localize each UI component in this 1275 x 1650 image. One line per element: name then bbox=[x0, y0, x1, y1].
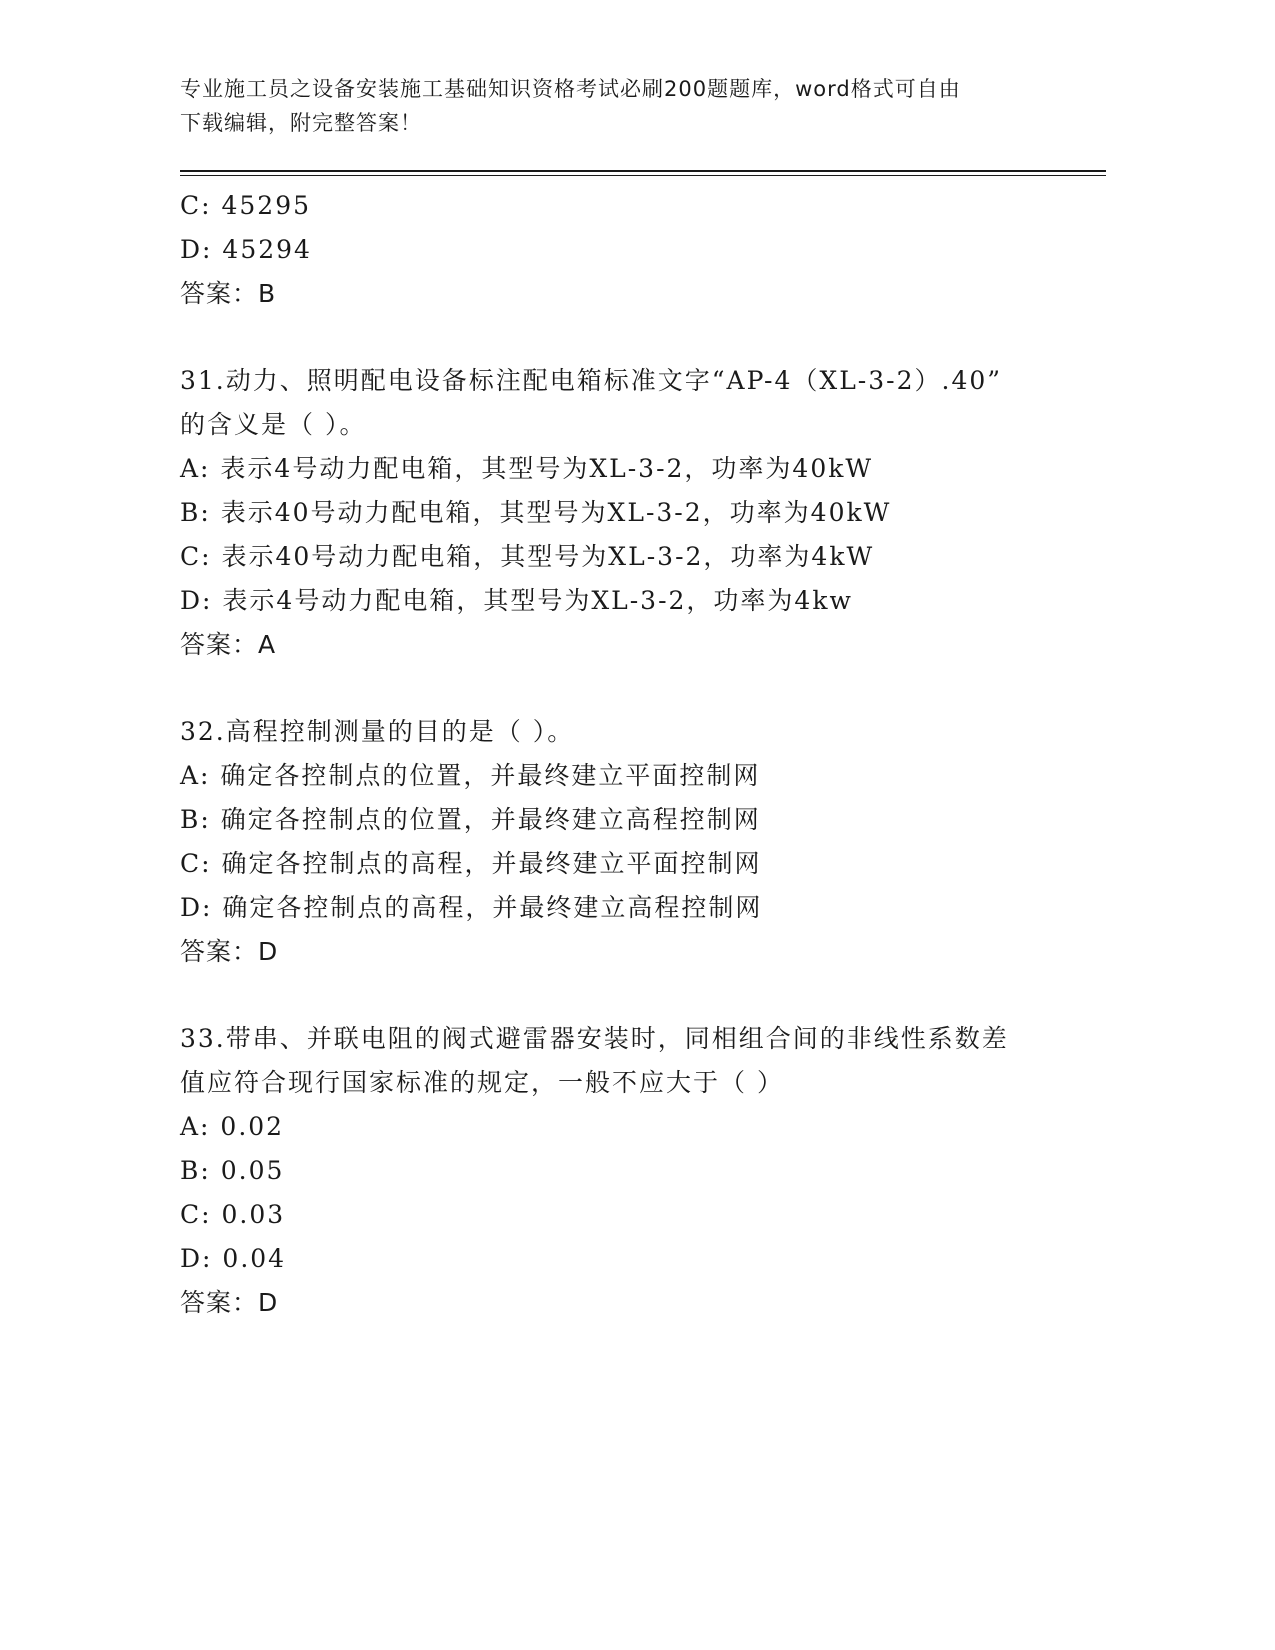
option-a: A: 表示4号动力配电箱，其型号为XL-3-2，功率为40kW bbox=[180, 454, 874, 483]
option-c: C: 0.03 bbox=[180, 1200, 286, 1229]
spacer bbox=[180, 974, 1080, 1017]
answer-line: 答案：D bbox=[180, 937, 279, 966]
option-b: B: 表示40号动力配电箱，其型号为XL-3-2，功率为40kW bbox=[180, 498, 892, 527]
question-31 bbox=[180, 359, 1080, 667]
answer-line: 答案：A bbox=[180, 630, 277, 659]
option-c: C: 表示40号动力配电箱，其型号为XL-3-2，功率为4kW bbox=[180, 542, 875, 571]
previous-question bbox=[180, 184, 1080, 316]
page-header bbox=[180, 72, 1060, 140]
spacer bbox=[180, 316, 1080, 359]
header-divider bbox=[180, 170, 1106, 172]
option-d: D: 表示4号动力配电箱，其型号为XL-3-2，功率为4kw bbox=[180, 586, 853, 615]
question-stem: 的含义是（ ）。 bbox=[180, 410, 367, 439]
option-d: D: 0.04 bbox=[180, 1244, 287, 1273]
question-32 bbox=[180, 710, 1080, 974]
header-line-1: 专业施工员之设备安装施工基础知识资格考试必刷200题题库，word格式可自由 bbox=[180, 77, 961, 101]
answer-line: 答案：B bbox=[180, 279, 277, 308]
spacer bbox=[180, 667, 1080, 710]
answer-line: 答案：D bbox=[180, 1288, 279, 1317]
question-stem: 33.带串、并联电阻的阀式避雷器安装时，同相组合间的非线性系数差 bbox=[180, 1024, 1009, 1053]
question-stem: 31.动力、照明配电设备标注配电箱标准文字“AP-4（XL-3-2）.40” bbox=[180, 366, 1003, 395]
header-line-2: 下载编辑，附完整答案！ bbox=[180, 111, 422, 135]
question-list bbox=[180, 184, 1080, 1325]
option-d: D: 45294 bbox=[180, 235, 312, 264]
question-33 bbox=[180, 1017, 1080, 1325]
option-d: D: 确定各控制点的高程，并最终建立高程控制网 bbox=[180, 893, 763, 922]
option-c: C: 确定各控制点的高程，并最终建立平面控制网 bbox=[180, 849, 762, 878]
option-a: A: 0.02 bbox=[180, 1112, 285, 1141]
option-b: B: 确定各控制点的位置，并最终建立高程控制网 bbox=[180, 805, 761, 834]
option-c: C: 45295 bbox=[180, 191, 312, 220]
question-stem: 值应符合现行国家标准的规定，一般不应大于（ ） bbox=[180, 1068, 784, 1097]
option-b: B: 0.05 bbox=[180, 1156, 285, 1185]
header-divider-thin bbox=[180, 175, 1106, 176]
option-a: A: 确定各控制点的位置，并最终建立平面控制网 bbox=[180, 761, 761, 790]
question-stem: 32.高程控制测量的目的是（ ）。 bbox=[180, 717, 575, 746]
